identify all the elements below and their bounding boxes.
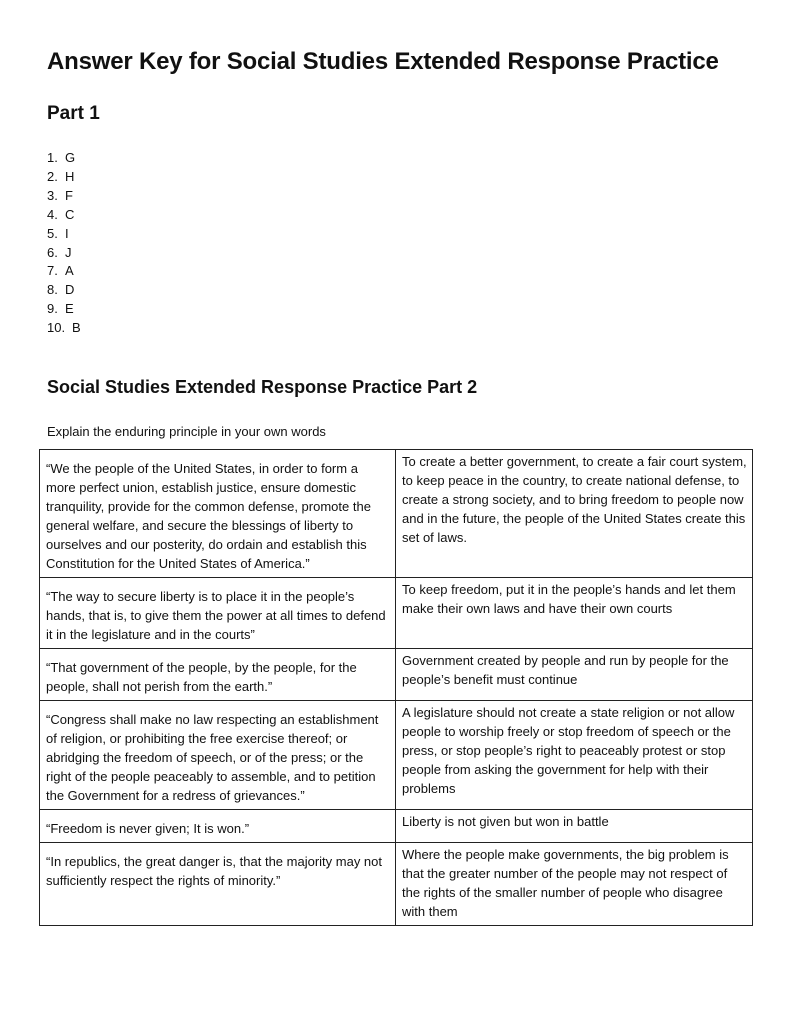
answer-letter: H xyxy=(65,168,75,184)
table-row xyxy=(40,450,753,578)
answer-letter: I xyxy=(65,225,69,241)
answer-number: 7. xyxy=(47,263,58,279)
explanation-cell: To create a better government, to create a fair court system, to keep peace in the country, to create national defense, to create a strong society, and to bring freedom to people now and in the future, the people of the United States create this set of laws. xyxy=(396,450,753,578)
explanation-cell: Government created by people and run by people for the people’s benefit must continue xyxy=(396,649,753,701)
answer-number: 1. xyxy=(47,150,58,165)
answer-number: 4. xyxy=(47,206,58,222)
part2-instructions: Explain the enduring principle in your own words xyxy=(47,424,326,439)
answer-letter: E xyxy=(65,301,74,317)
answer-item xyxy=(47,225,81,244)
answer-number: 10. xyxy=(47,320,66,336)
answer-item xyxy=(47,262,81,281)
table-row xyxy=(40,649,753,701)
answer-letter: B xyxy=(72,320,81,336)
answer-number: 9. xyxy=(47,301,58,317)
table-row xyxy=(40,701,753,810)
part1-heading: Part 1 xyxy=(47,103,100,124)
quote-cell: “Freedom is never given; It is won.” xyxy=(40,810,396,843)
answer-letter: F xyxy=(65,187,73,203)
explanation-cell: A legislature should not create a state religion or not allow people to worship freely or stop freedom of speech or the press, or stop people’s right to peaceably protest or stop people from asking the government for help with their problems xyxy=(396,701,753,810)
answer-number: 3. xyxy=(47,187,58,203)
table-row xyxy=(40,843,753,926)
answer-item xyxy=(47,206,81,225)
table-row xyxy=(40,578,753,649)
table-row xyxy=(40,810,753,843)
answer-item xyxy=(47,187,81,206)
answer-number: 2. xyxy=(47,168,58,184)
answer-letter: J xyxy=(65,244,72,260)
answer-item xyxy=(47,244,81,263)
answer-letter: A xyxy=(65,263,74,279)
part1-answer-list xyxy=(47,149,81,338)
answer-item xyxy=(47,300,81,319)
answer-letter: C xyxy=(65,206,75,222)
quote-cell: “That government of the people, by the people, for the people, shall not perish from the earth.” xyxy=(40,649,396,701)
answer-item xyxy=(47,168,81,187)
answer-number: 8. xyxy=(47,282,58,298)
part2-heading: Social Studies Extended Response Practice Part 2 xyxy=(47,377,478,397)
quote-cell: “Congress shall make no law respecting an establishment of religion, or prohibiting the free exercise thereof; or abridging the freedom of speech, or of the press; or the right of the people peaceably to assemble, and to petition the Government for a redress of grievances.” xyxy=(40,701,396,810)
answer-item xyxy=(47,319,81,338)
quote-cell: “In republics, the great danger is, that the majority may not sufficiently respect the rights of minority.” xyxy=(40,843,396,926)
answer-number: 6. xyxy=(47,244,58,260)
explanation-cell: Liberty is not given but won in battle xyxy=(396,810,753,843)
quote-cell: “The way to secure liberty is to place it in the people’s hands, that is, to give them the power at all times to defend it in the legislature and in the courts” xyxy=(40,578,396,649)
answer-letter: G xyxy=(65,150,76,165)
page-title: Answer Key for Social Studies Extended Response Practice xyxy=(47,48,719,75)
answer-item xyxy=(47,149,81,168)
quote-cell: “We the people of the United States, in order to form a more perfect union, establish justice, ensure domestic tranquility, provide for the common defense, promote the general welfare, and secure the blessings of liberty to ourselves and our posterity, do ordain and establish this Constitution for the United States of America.” xyxy=(40,450,396,578)
answer-item xyxy=(47,281,81,300)
explanation-cell: To keep freedom, put it in the people’s hands and let them make their own laws and have their own courts xyxy=(396,578,753,649)
principles-table xyxy=(39,449,753,926)
answer-letter: D xyxy=(65,282,75,298)
explanation-cell: Where the people make governments, the big problem is that the greater number of the people may not respect of the rights of the smaller number of people who disagree with them xyxy=(396,843,753,926)
answer-number: 5. xyxy=(47,225,58,241)
